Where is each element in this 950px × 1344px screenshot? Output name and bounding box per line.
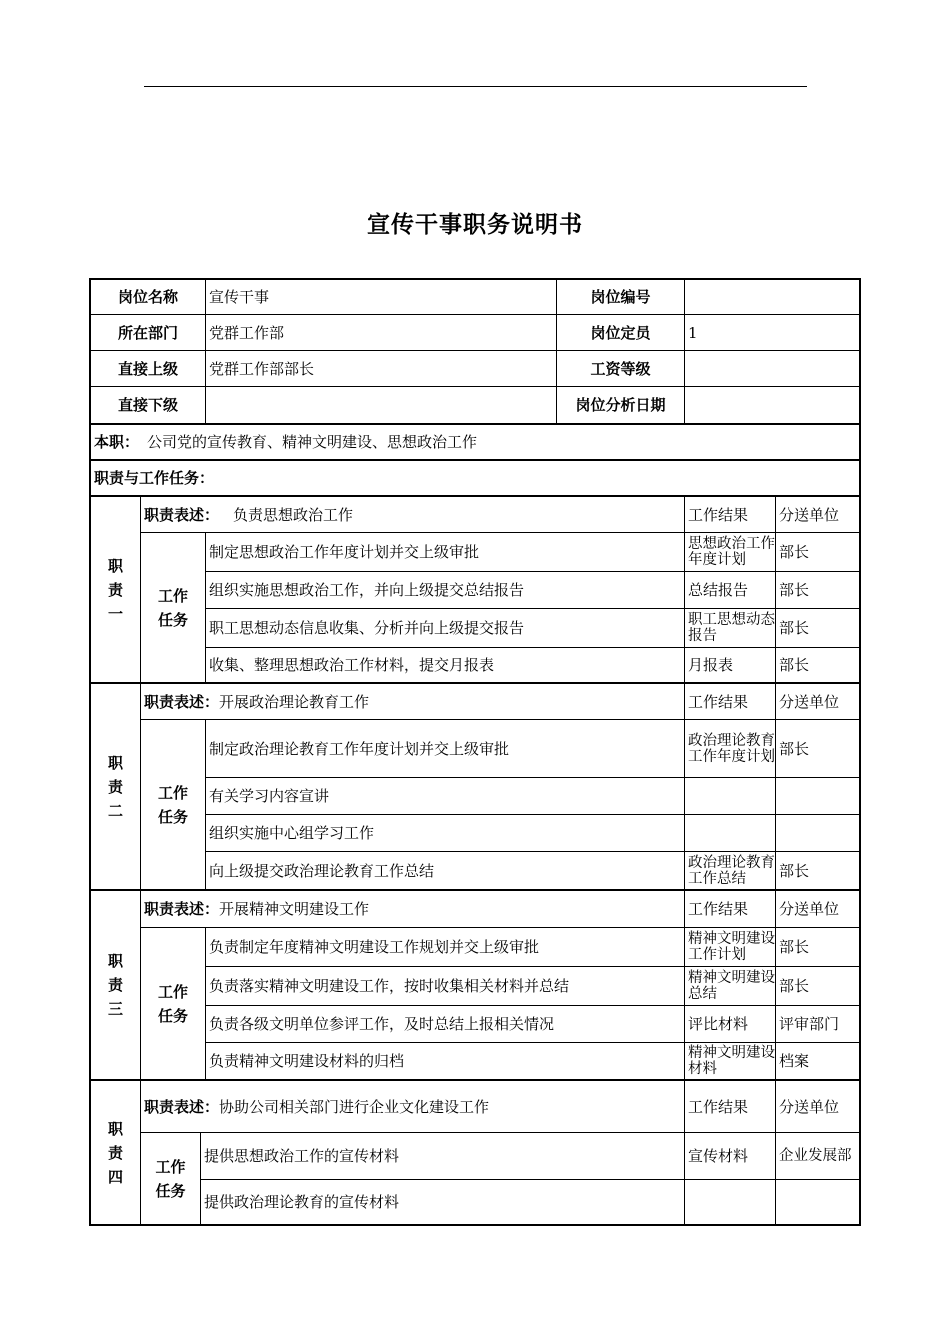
result-1-4: 月报表	[685, 648, 776, 684]
position-code-label: 岗位编号	[557, 280, 685, 315]
header-rule	[144, 86, 807, 87]
task-2-2: 有关学习内容宣讲	[206, 778, 685, 815]
task-2-1: 制定政治理论教育工作年度计划并交上级审批	[206, 720, 685, 778]
dest-header-2: 分送单位	[776, 684, 859, 720]
duty-label-2: 职责二	[91, 684, 141, 891]
result-3-2: 精神文明建设总结	[685, 967, 776, 1006]
page-title: 宣传干事职务说明书	[367, 212, 583, 238]
dest-1-1: 部长	[776, 533, 859, 572]
task-1-3: 职工思想动态信息收集、分析并向上级提交报告	[206, 609, 685, 648]
result-3-4: 精神文明建设材料	[685, 1043, 776, 1081]
dest-2-2	[776, 778, 859, 815]
dest-2-1: 部长	[776, 720, 859, 778]
duty-desc-row-4: 职责表述： 协助公司相关部门进行企业文化建设工作	[141, 1081, 685, 1133]
main-duty-text: 公司党的宣传教育、精神文明建设、思想政治工作	[147, 433, 478, 451]
result-3-3: 评比材料	[685, 1006, 776, 1043]
task-1-4: 收集、整理思想政治工作材料，提交月报表	[206, 648, 685, 684]
result-1-2: 总结报告	[685, 572, 776, 609]
dest-1-2: 部长	[776, 572, 859, 609]
position-name-label: 岗位名称	[91, 280, 206, 315]
main-duty-label: 本职：	[94, 433, 140, 451]
superior-value: 党群工作部部长	[206, 351, 557, 387]
task-2-4: 向上级提交政治理论教育工作总结	[206, 852, 685, 891]
result-4-2	[685, 1180, 776, 1224]
task-1-1: 制定思想政治工作年度计划并交上级审批	[206, 533, 685, 572]
headcount-value: 1	[685, 315, 859, 351]
dest-2-3	[776, 815, 859, 852]
dest-4-2	[776, 1180, 859, 1224]
duty-label-3: 职责三	[91, 891, 141, 1081]
subordinate-value	[206, 387, 557, 425]
duty-desc-2: 开展政治理论教育工作	[219, 692, 370, 711]
task-3-4: 负责精神文明建设材料的归档	[206, 1043, 685, 1081]
dest-header-3: 分送单位	[776, 891, 859, 928]
headcount-label: 岗位定员	[557, 315, 685, 351]
result-4-1: 宣传材料	[685, 1133, 776, 1180]
task-label-4: 工作任务	[141, 1133, 201, 1224]
task-label-2: 工作任务	[141, 720, 206, 891]
duties-section-header: 职责与工作任务：	[91, 461, 859, 497]
position-code-value	[685, 280, 859, 315]
subordinate-label: 直接下级	[91, 387, 206, 425]
result-2-3	[685, 815, 776, 852]
result-1-3: 职工思想动态报告	[685, 609, 776, 648]
task-4-1: 提供思想政治工作的宣传材料	[201, 1133, 685, 1180]
dest-1-4: 部长	[776, 648, 859, 684]
dest-header-1: 分送单位	[776, 497, 859, 533]
analysis-date-label: 岗位分析日期	[557, 387, 685, 425]
department-label: 所在部门	[91, 315, 206, 351]
dest-1-3: 部长	[776, 609, 859, 648]
result-header-2: 工作结果	[685, 684, 776, 720]
result-header-4: 工作结果	[685, 1081, 776, 1133]
duty-desc-row-2: 职责表述： 开展政治理论教育工作	[141, 684, 685, 720]
task-3-1: 负责制定年度精神文明建设工作规划并交上级审批	[206, 928, 685, 967]
task-2-3: 组织实施中心组学习工作	[206, 815, 685, 852]
result-header-3: 工作结果	[685, 891, 776, 928]
task-label-1: 工作任务	[141, 533, 206, 684]
duty-desc-1: 负责思想政治工作	[233, 505, 354, 524]
position-name-value: 宣传干事	[206, 280, 557, 315]
task-3-2: 负责落实精神文明建设工作，按时收集相关材料并总结	[206, 967, 685, 1006]
salary-grade-label: 工资等级	[557, 351, 685, 387]
task-3-3: 负责各级文明单位参评工作，及时总结上报相关情况	[206, 1006, 685, 1043]
result-2-2	[685, 778, 776, 815]
salary-grade-value	[685, 351, 859, 387]
result-1-1: 思想政治工作年度计划	[685, 533, 776, 572]
result-2-4: 政治理论教育工作总结	[685, 852, 776, 891]
superior-label: 直接上级	[91, 351, 206, 387]
dest-3-3: 评审部门	[776, 1006, 859, 1043]
dest-3-1: 部长	[776, 928, 859, 967]
dest-3-4: 档案	[776, 1043, 859, 1081]
dest-2-4: 部长	[776, 852, 859, 891]
duty-label-1: 职责一	[91, 497, 141, 684]
main-duty-row	[91, 425, 859, 461]
duty-label-4: 职责四	[91, 1081, 141, 1224]
dest-header-4: 分送单位	[776, 1081, 859, 1133]
duty-desc-3: 开展精神文明建设工作	[219, 900, 370, 918]
duty-desc-4: 协助公司相关部门进行企业文化建设工作	[219, 1097, 490, 1116]
dest-4-1: 企业发展部	[776, 1133, 859, 1180]
dest-3-2: 部长	[776, 967, 859, 1006]
result-2-1: 政治理论教育工作年度计划	[685, 720, 776, 778]
result-header-1: 工作结果	[685, 497, 776, 533]
analysis-date-value	[685, 387, 859, 425]
duty-desc-row-1: 职责表述： 负责思想政治工作	[141, 497, 685, 533]
department-value: 党群工作部	[206, 315, 557, 351]
result-3-1: 精神文明建设工作计划	[685, 928, 776, 967]
task-1-2: 组织实施思想政治工作，并向上级提交总结报告	[206, 572, 685, 609]
duty-desc-row-3: 职责表述： 开展精神文明建设工作	[141, 891, 685, 928]
task-label-3: 工作任务	[141, 928, 206, 1081]
task-4-2: 提供政治理论教育的宣传材料	[201, 1180, 685, 1224]
